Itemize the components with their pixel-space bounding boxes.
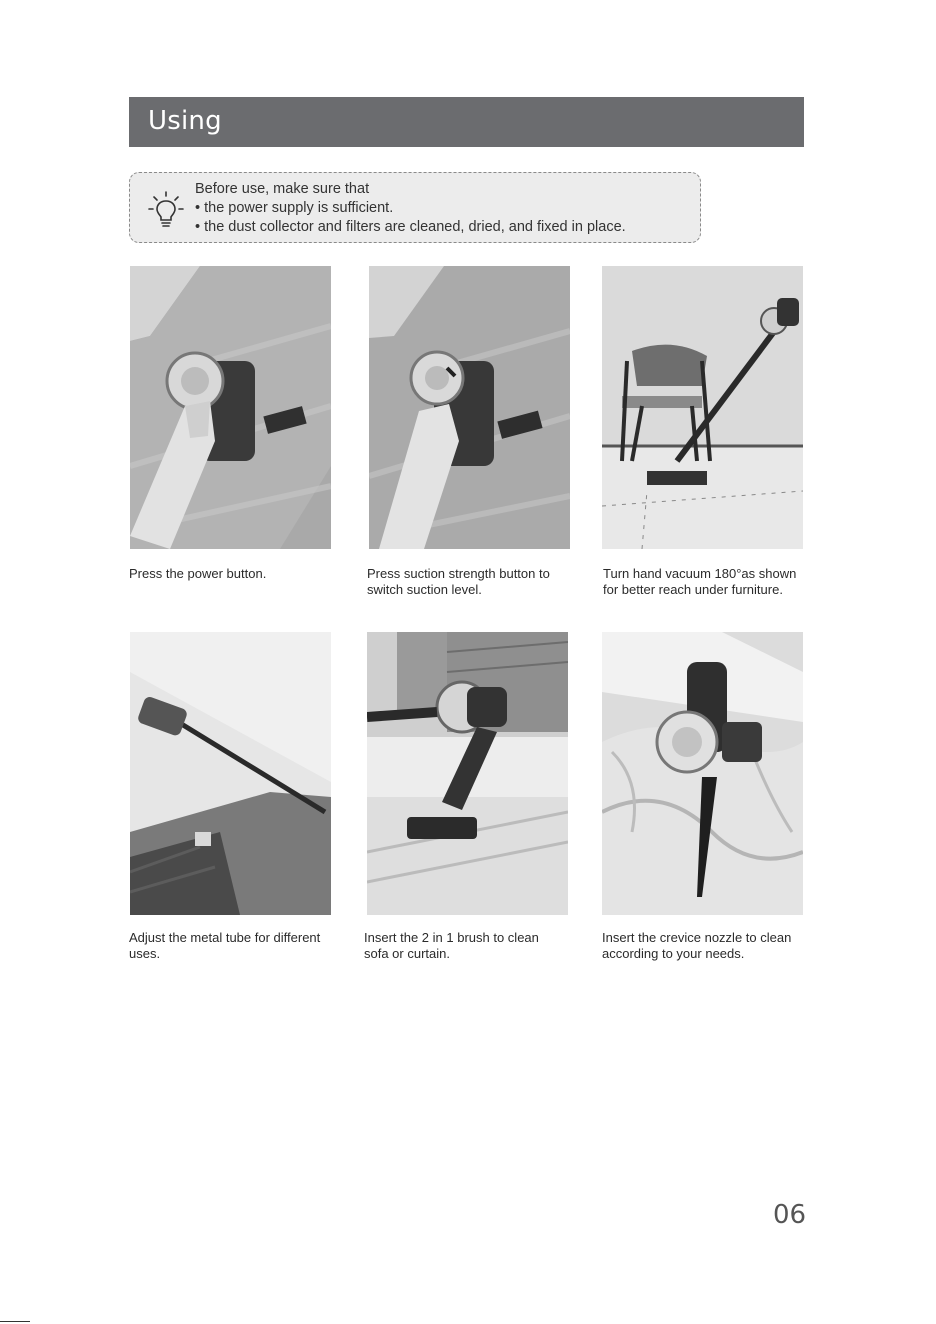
photo-turn-vacuum-under-furniture: [602, 266, 803, 549]
step-caption: Adjust the metal tube for different uses.: [129, 930, 321, 961]
section-title: Using: [148, 106, 222, 136]
step-caption: Turn hand vacuum 180°as shown for better reach under furniture.: [603, 566, 797, 597]
page-number: 06: [773, 1200, 807, 1230]
step-caption: Insert the 2 in 1 brush to clean sofa or curtain.: [364, 930, 539, 961]
tip-text: [195, 180, 626, 237]
photo-press-power-button: [130, 266, 331, 549]
photo-adjust-metal-tube: [130, 632, 331, 915]
step-caption: Insert the crevice nozzle to clean according to your needs.: [602, 930, 792, 961]
photo-press-suction-button: [369, 266, 570, 549]
tip-line: • the power supply is sufficient.: [195, 200, 394, 216]
section-header: [129, 97, 804, 147]
lightbulb-icon: [148, 189, 184, 229]
footer-divider: [0, 1321, 30, 1322]
step-caption: Press the power button.: [129, 566, 267, 581]
tip-line: Before use, make sure that: [195, 181, 370, 197]
tip-line: • the dust collector and filters are cleaned, dried, and fixed in place.: [195, 219, 626, 235]
photo-2in1-brush-sofa: [367, 632, 568, 915]
step-caption: Press suction strength button to switch suction level.: [367, 566, 550, 597]
photo-crevice-nozzle: [602, 632, 803, 915]
tip-box: [129, 172, 701, 243]
